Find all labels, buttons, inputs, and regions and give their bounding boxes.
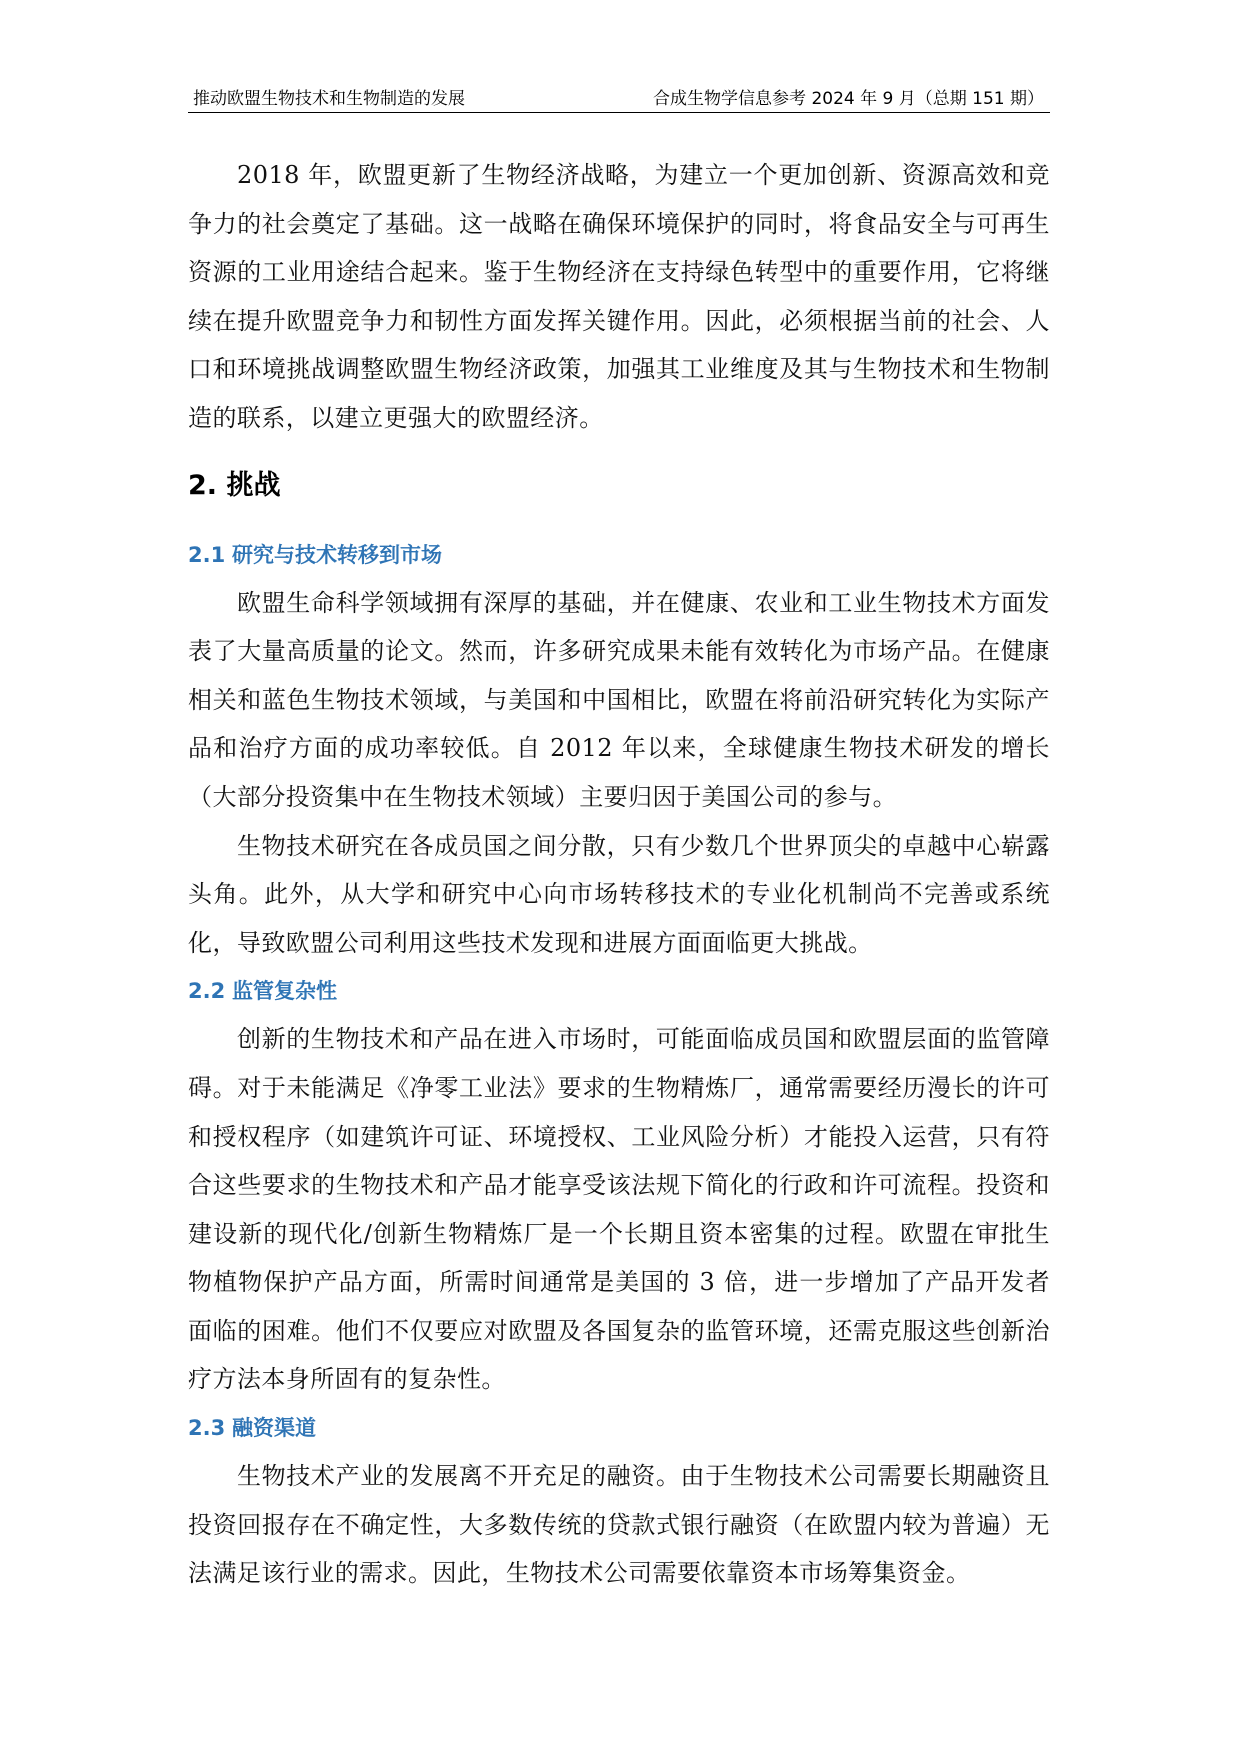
paragraph-2-2: 创新的生物技术和产品在进入市场时，可能面临成员国和欧盟层面的监管障碍。对于未能满足《净零工业法》要求的生物精炼厂，通常需要经历漫长的许可和授权程序（如建筑许可证、环境授权、工业风险分析）才能投入运营，只有符合这些要求的生物技术和产品才能享受该法规下简化的行政和许可流程。投资和建设新的现代化/创新生物精炼厂是一个长期且资本密集的过程。欧盟在审批生物植物保护产品方面，所需时间通常是美国的 3 倍，进一步增加了产品开发者面临的困难。他们不仅要应对欧盟及各国复杂的监管环境，还需克服这些创新治疗方法本身所固有的复杂性。 bbox=[188, 1025, 1050, 1394]
paragraph-2-1-a: 欧盟生命科学领域拥有深厚的基础，并在健康、农业和工业生物技术方面发表了大量高质量的论文。然而，许多研究成果未能有效转化为市场产品。在健康相关和蓝色生物技术领域，与美国和中国相比，欧盟在将前沿研究转化为实际产品和治疗方面的成功率较低。自 2012 年以来，全球健康生物技术研发的增长（大部分投资集中在生物技术领域）主要归因于美国公司的参与。 bbox=[188, 588, 1050, 811]
subsection-title: 融资渠道 bbox=[232, 1416, 316, 1441]
section-heading-challenges: 2. 挑战 bbox=[188, 469, 281, 501]
paragraph-2-1-b: 生物技术研究在各成员国之间分散，只有少数几个世界顶尖的卓越中心崭露头角。此外，从大学和研究中心向市场转移技术的专业化机制尚不完善或系统化，导致欧盟公司利用这些技术发现和进展方面面临更大挑战。 bbox=[188, 831, 1050, 957]
subsection-heading-2-2 bbox=[188, 967, 1050, 1015]
subsection-number: 2.3 bbox=[188, 1416, 226, 1441]
running-header bbox=[188, 86, 1050, 113]
paragraph-2-3: 生物技术产业的发展离不开充足的融资。由于生物技术公司需要长期融资且投资回报存在不确定性，大多数传统的贷款式银行融资（在欧盟内较为普遍）无法满足该行业的需求。因此，生物技术公司需要依靠资本市场筹集资金。 bbox=[188, 1462, 1050, 1588]
subsection-number: 2.1 bbox=[188, 542, 226, 567]
subsection-number: 2.2 bbox=[188, 979, 226, 1004]
intro-paragraph: 2018 年，欧盟更新了生物经济战略，为建立一个更加创新、资源高效和竞争力的社会奠定了基础。这一战略在确保环境保护的同时，将食品安全与可再生资源的工业用途结合起来。鉴于生物经济在支持绿色转型中的重要作用，它将继续在提升欧盟竞争力和韧性方面发挥关键作用。因此，必须根据当前的社会、人口和环境挑战调整欧盟生物经济政策，加强其工业维度及其与生物技术和生物制造的联系，以建立更强大的欧盟经济。 bbox=[188, 161, 1050, 432]
subsection-heading-2-1 bbox=[188, 531, 1050, 579]
subsection-title: 监管复杂性 bbox=[232, 979, 337, 1004]
header-journal-issue: 合成生物学信息参考 2024 年 9 月（总期 151 期） bbox=[653, 89, 1044, 109]
subsection-title: 研究与技术转移到市场 bbox=[232, 542, 442, 567]
document-body bbox=[188, 151, 1050, 1598]
header-article-title: 推动欧盟生物技术和生物制造的发展 bbox=[193, 89, 465, 109]
subsection-heading-2-3 bbox=[188, 1404, 1050, 1452]
